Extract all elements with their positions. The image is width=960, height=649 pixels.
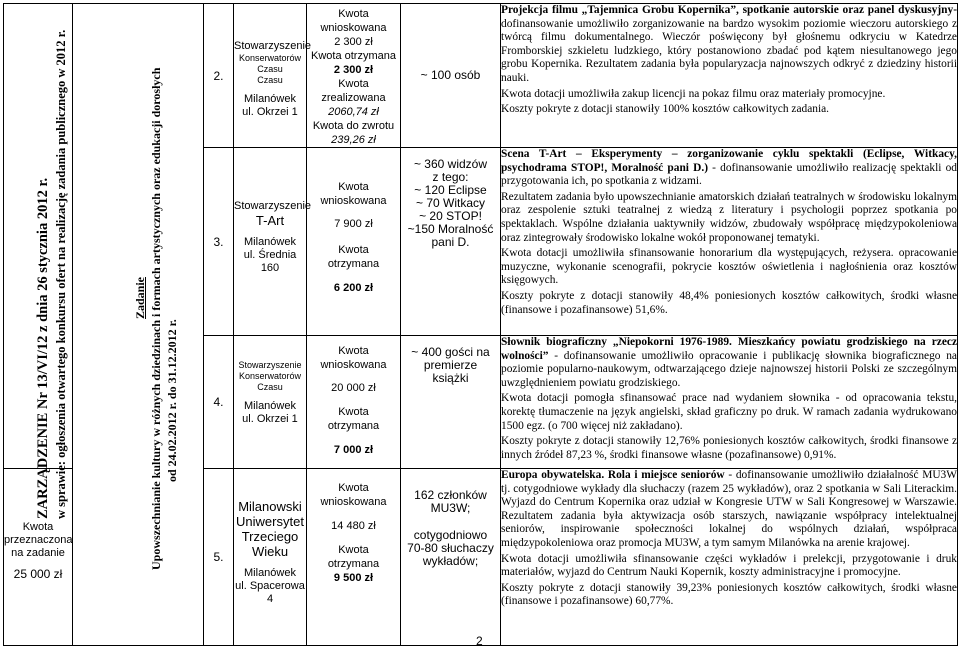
task-label: Zadanie	[133, 276, 147, 319]
description-para: Rezultatem zadania było upowszechnianie amatorskich działań teatralnych w środowisku lokalnym oraz zespolenie sztuki teatralnej z wiedzą z literatury i psychologii poprzez spotkania po spektaklach. Wspólne działania uaktywniły widzów, zbudowały współpracę międzypokoleniowa oraz zintegrowały środowisko lokalne wokół proponowanej tematyki.	[501, 190, 957, 244]
description-para: Koszty pokryte z dotacji stanowiły 48,4% poniesionych kosztów całkowitych, środki własne (finansowe i pozafinansowe) 51,6%.	[501, 289, 957, 316]
money-label: wnioskowana	[320, 496, 387, 508]
description-cell	[501, 336, 958, 469]
task-title: Upowszechnianie kultury w różnych dziedzinach i formach artystycznych oraz edukacji dorosłych	[149, 67, 163, 570]
org-line: Konserwatorów Czasu	[238, 53, 302, 74]
money-value: 2 300 zł	[333, 64, 374, 76]
money-value: 7 000 zł	[333, 444, 374, 456]
row-number: 5.	[204, 469, 234, 646]
audience-line: cotygodniowo	[413, 528, 488, 542]
org-line: Milanowski	[238, 499, 302, 514]
org-line: Konserwatorów Czasu	[238, 371, 302, 392]
org-line: Uniwersytet	[236, 514, 304, 529]
audience-line: 70-80 słuchaczy	[407, 541, 494, 555]
money-label: otrzymana	[327, 558, 380, 570]
org-line: ul. Okrzei 1	[242, 413, 298, 425]
page-number: 2	[476, 634, 483, 648]
money-label: Kwota	[338, 244, 369, 256]
spacer	[401, 515, 500, 529]
audience-line: ~150 Moralność	[407, 222, 494, 236]
audience-line: premierze	[423, 358, 478, 372]
org-line: Milanówek	[244, 567, 296, 579]
money-label: Kwota	[338, 406, 369, 418]
audience-line: ~ 400 gości na	[411, 345, 490, 359]
org-line: Milanówek	[244, 236, 296, 248]
description-para: Słownik biograficzny „Niepokorni 1976-1989. Mieszkańcy powiatu grodziskiego na rzecz wolności” - dofinansowanie umożliwiło opracowanie i publikację słownika biograficznego na poziomie popularno-naukowym, odtwarzającego dzieje najnowszej historii Polski ze szczególnym uwzględnieniem powiatu grodziskiego.	[501, 336, 957, 389]
org-line: ul. Średnia	[243, 249, 297, 261]
header-task-cell	[73, 4, 204, 646]
money-value: 9 500 zł	[333, 572, 374, 584]
document-table	[3, 3, 957, 625]
description-cell	[501, 4, 958, 148]
organization-cell	[234, 148, 312, 336]
money-label: wnioskowana	[320, 359, 387, 371]
description-para: Projekcja filmu „Tajemnica Grobu Kopernika”, spotkanie autorskie oraz panel dyskusyjny- dofinansowanie umożliwiło zorganizowanie na bardzo wysokim poziomie wieczoru autorskiego z twórcą filmu dokumentalnego. Wieczór poświęcony był głośnemu odkryciu w Katedrze Fromborskiej szkieletu ludzkiego, który postanowiono zbadać pod kątem niesultanowego jego grobu Kopernika. Rezultatem zadania była popularyzacja najnowszych odkryć z dziedziny historii nauki.	[501, 4, 957, 84]
money-label: Kwota otrzymana	[311, 50, 396, 62]
org-line: 4	[266, 593, 274, 605]
money-value: 6 200 zł	[333, 282, 374, 294]
row-number: 2.	[204, 4, 234, 148]
description-para: Kwota dotacji umożliwiła sfinansowanie części wykładów i prelekcji, przygotowanie i druk materiałów, wyjazd do Centrum Nauki Kopernik, koszty administracyjne i promocyjne.	[501, 552, 957, 579]
audience-line: książki	[432, 371, 469, 385]
amount-label: na zadanie	[11, 547, 65, 559]
audience-line: wykładów;	[422, 554, 479, 568]
amount-value: 25 000 zł	[13, 567, 63, 581]
money-label: Kwota zrealizowana	[321, 78, 386, 104]
audience-line: pani D.	[431, 235, 470, 249]
money-value: 239,26 zł	[331, 134, 376, 146]
org-line: ul. Okrzei 1	[242, 106, 298, 118]
header-title-cell	[4, 4, 73, 519]
org-line: Trzeciego	[241, 529, 299, 544]
audience-line: MU3W;	[430, 501, 471, 515]
org-line: Wieku	[251, 544, 289, 559]
money-label: Kwota	[338, 482, 369, 494]
org-line: 160	[260, 262, 280, 274]
task-dates: od 24.02.2012 r. do 31.12.2012 r.	[165, 319, 179, 482]
organization-cell	[234, 4, 312, 148]
description-para: Kwota dotacji umożliwiła zakup licencji na pokaz filmu oraz materiały promocyjne.	[501, 87, 886, 100]
audience-line: ~ 360 widzów	[413, 157, 488, 171]
audience-cell	[401, 148, 501, 336]
description-cell	[501, 148, 958, 336]
audience-cell	[401, 469, 501, 646]
audience-cell	[401, 4, 501, 148]
row-number: 4.	[204, 336, 234, 469]
audience-line: ~ 120 Eclipse	[414, 183, 487, 197]
org-line: Stowarzyszenie	[234, 40, 312, 52]
money-value: 20 000 zł	[331, 382, 376, 394]
funding-cell	[307, 4, 401, 148]
money-label: Kwota	[338, 181, 369, 193]
organization-cell	[234, 336, 307, 469]
audience-line: ~ 70 Witkacy	[415, 196, 486, 210]
funding-cell	[307, 336, 401, 469]
row-number: 3.	[204, 148, 234, 336]
description-para: Koszty pokryte z dotacji stanowiły 12,76% poniesionych kosztów całkowitych, środki finansowe z innych źródeł 87,23 %, środki finansowe własne (pozafinansowe) 0,91%.	[501, 435, 957, 461]
org-line: Czasu	[257, 75, 283, 85]
org-line: T-Art	[255, 213, 285, 228]
org-line: Milanówek	[244, 400, 296, 412]
audience-line: ~ 20 STOP!	[419, 209, 482, 223]
money-label: Kwota do zwrotu	[312, 120, 395, 132]
order-title: ZARZĄDZENIE Nr 13/VI/12 z dnia 26 stycznia 2012 r.	[35, 177, 51, 519]
organization-cell	[234, 469, 307, 646]
order-subject: w sprawie: ogłoszenia otwartego konkursu ofert na realizację zadania publicznego w 2012 r.	[54, 29, 68, 519]
audience-cell	[401, 336, 501, 469]
money-label: wnioskowana	[320, 195, 387, 207]
description-para: Europa obywatelska. Rola i miejsce seniorów - dofinansowanie umożliwiło działalność MU3W tj. cotygodniowe wykłady dla słuchaczy (razem 25 wykładów), oraz 2 spotkania w Sali Literackim. Wyjazd do Centrum Kopernika oraz udział w Kongresie UTW w Sali Kongresowej w Warszawie. Rezultatem zadania była aktywizacja osób starszych, nawiązanie współpracy intelektualnej seniorów, inspirowanie społeczności lokalnej do wspólnych działań, współpraca międzypokoleniowa oraz promocja MU3W, a tym samym Milanówka na arenie krajowej.	[501, 469, 958, 549]
money-label: Kwota	[338, 345, 369, 357]
money-value: 14 480 zł	[331, 520, 376, 532]
amount-label: przeznaczona	[4, 534, 73, 546]
description-para: Scena T-Art – Eksperymenty – zorganizowanie cyklu spektakli (Eclipse, Witkacy, psychodrama STOP!, Moralność pani D.) - dofinansowanie umożliwiło realizację spektakli od przygotowania ich, po spotkania z widzami.	[501, 148, 958, 188]
audience-line: 162 członków	[414, 488, 487, 502]
audience-line: z tego:	[432, 170, 469, 184]
money-label: Kwota wnioskowana	[320, 8, 387, 34]
money-label: otrzymana	[327, 420, 380, 432]
description-para: Koszty pokryte z dotacji stanowiły 39,23% poniesionych kosztów całkowitych, środki własne (finansowe i pozafinansowe) 60,77%.	[501, 581, 957, 608]
funding-cell	[307, 469, 401, 646]
org-line: ul. Spacerowa	[235, 580, 305, 592]
funding-cell	[307, 148, 401, 336]
money-value: 2060,74 zł	[328, 106, 379, 118]
amount-label: Kwota	[22, 521, 54, 533]
money-value: 2 300 zł	[334, 36, 373, 48]
org-line: Stowarzyszenie	[234, 200, 312, 212]
money-label: Kwota	[338, 544, 369, 556]
money-value: 7 900 zł	[334, 218, 373, 230]
money-label: otrzymana	[327, 258, 380, 270]
description-para: Koszty pokryte z dotacji stanowiły 100% kosztów całkowitych zadania.	[501, 103, 830, 116]
audience-line: ~ 100 osób	[420, 68, 481, 82]
org-line: Milanówek	[244, 93, 296, 105]
description-cell	[501, 469, 958, 646]
org-line: Stowarzyszenie	[238, 360, 302, 370]
description-para: Kwota dotacji umożliwiła sfinansowanie honorarium dla występujących, reżysera. opracowanie muzyczne, wykonanie scenografii, pokrycie kosztów oświetlenia i nagłośnienia oraz kosztów księgowych.	[501, 247, 957, 287]
description-para: Kwota dotacji pomogła sfinansować prace nad wydaniem słownika - od opracowania tekstu, korektę tłumaczenie na język angielski, skład graficzny po druk. W ramach zadania wydrukowano 1500 egz. (o 700 więcej niż zakładano).	[501, 392, 957, 432]
